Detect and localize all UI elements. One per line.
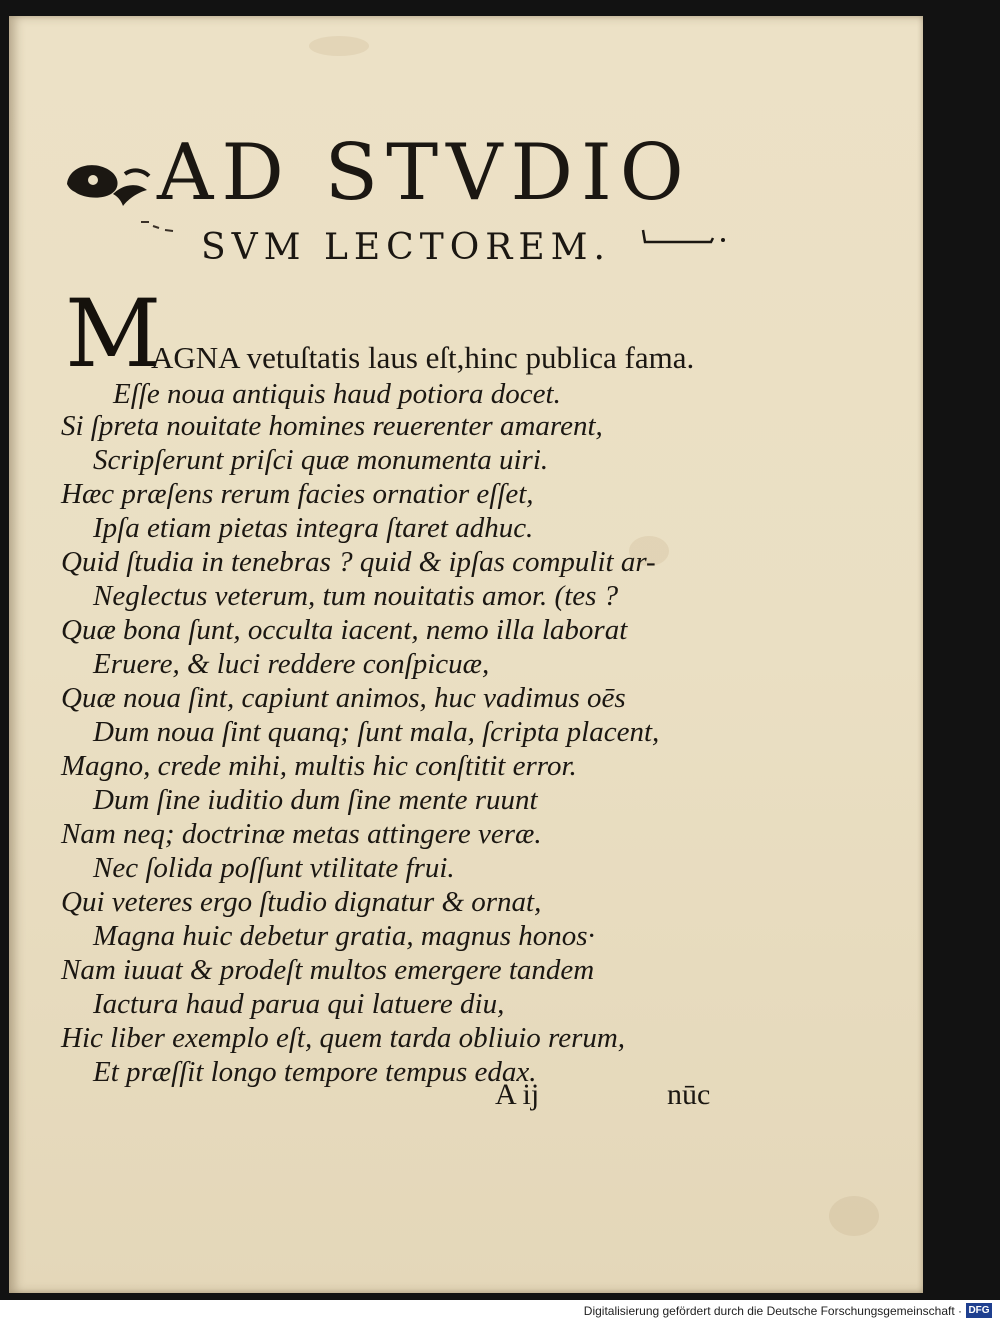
verse-line: Nam neq; doctrinæ metas attingere veræ. bbox=[61, 818, 542, 850]
signature-mark: A ij bbox=[495, 1078, 540, 1111]
flourish-right-icon bbox=[641, 226, 731, 256]
verse-line: Magno, crede mihi, multis hic conſtitit error. bbox=[61, 750, 577, 782]
verse-line: Neglectus veterum, tum nouitatis amor. (tes ? bbox=[93, 580, 619, 612]
verse-line: Et præſſit longo tempore tempus edax. bbox=[93, 1056, 537, 1088]
verse-line: Magna huic debetur gratia, magnus honos· bbox=[93, 920, 595, 952]
verse-line: Nec ſolida poſſunt vtilitate frui. bbox=[93, 852, 455, 884]
page-subtitle: SVM LECTOREM. bbox=[201, 227, 611, 268]
flourish-left-icon bbox=[139, 216, 179, 236]
drop-cap: M bbox=[65, 280, 162, 389]
verse-line: Eruere, & luci reddere conſpicuæ, bbox=[93, 648, 490, 680]
paper-stain bbox=[829, 1196, 879, 1236]
verse-first-line: AGNA vetuſtatis laus eſt,hinc publica fama. bbox=[151, 340, 695, 375]
verse-line: Dum noua ſint quanq; ſunt mala, ſcripta placent, bbox=[93, 716, 660, 748]
book-page bbox=[9, 16, 923, 1293]
verse-line: Nam iuuat & prodeſt multos emergere tandem bbox=[61, 954, 595, 986]
verse-line: Si ſpreta nouitate homines reuerenter amarent, bbox=[61, 410, 603, 442]
verse-line: Quid ſtudia in tenebras ? quid & ipſas compulit ar- bbox=[61, 546, 656, 578]
verse-line: Dum ſine iuditio dum ſine mente ruunt bbox=[93, 784, 538, 816]
verse-line: Quæ noua ſint, capiunt animos, huc vadimus oēs bbox=[61, 682, 626, 714]
dfg-logo[interactable]: DFG bbox=[966, 1303, 992, 1318]
funding-credit: Digitalisierung gefördert durch die Deutsche Forschungsgemeinschaft · bbox=[583, 1304, 962, 1318]
page-title: AD STVDIO bbox=[157, 128, 692, 218]
verse-line: Scripſerunt priſci quæ monumenta uiri. bbox=[93, 444, 549, 476]
verse-line: Qui veteres ergo ſtudio dignatur & ornat, bbox=[61, 886, 542, 918]
verse-line: Iactura haud parua qui latuere diu, bbox=[93, 988, 505, 1020]
paper-stain bbox=[309, 36, 369, 56]
verse-line: Ipſa etiam pietas integra ſtaret adhuc. bbox=[93, 512, 534, 544]
verse-line: Hæc præſens rerum facies ornatior eſſet, bbox=[61, 478, 534, 510]
fleuron-ornament-icon bbox=[63, 144, 153, 216]
verse-line: Hic liber exemplo eſt, quem tarda obliuio rerum, bbox=[61, 1022, 626, 1054]
verse-line: Eſſe noua antiquis haud potiora docet. bbox=[113, 378, 561, 410]
catchword: nūc bbox=[667, 1078, 711, 1111]
footer-bar bbox=[0, 1300, 1000, 1322]
verse-line: Quæ bona ſunt, occulta iacent, nemo illa laborat bbox=[61, 614, 628, 646]
